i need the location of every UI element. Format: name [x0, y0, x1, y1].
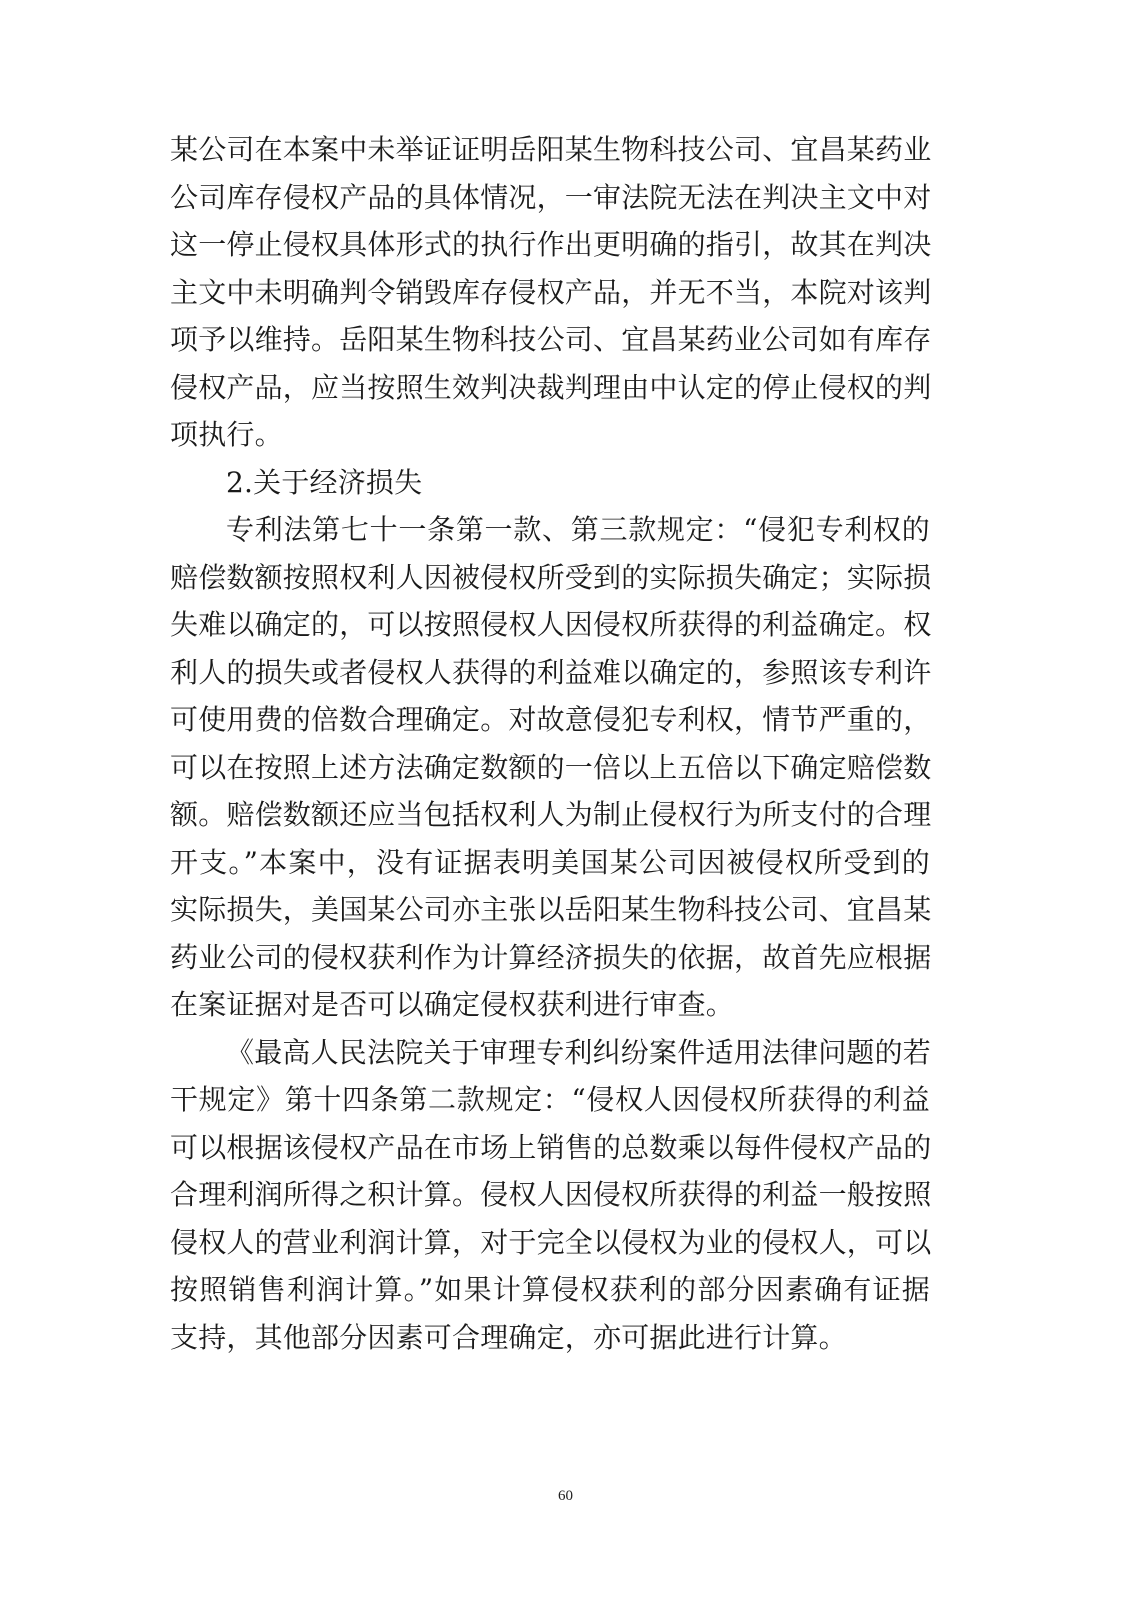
document-body	[170, 126, 930, 1361]
text-line: 这一停止侵权具体形式的执行作出更明确的指引，故其在判决	[170, 228, 932, 261]
text-line: 《最高人民法院关于审理专利纠纷案件适用法律问题的若	[226, 1035, 932, 1069]
text-line: 可以根据该侵权产品在市场上销售的总数乘以每件侵权产品的	[170, 1130, 932, 1164]
section-heading: 2.关于经济损失	[226, 465, 423, 499]
text-line: 赔偿数额按照权利人因被侵权所受到的实际损失确定；实际损	[170, 560, 932, 594]
text-line: 开支。”本案中，没有证据表明美国某公司因被侵权所受到的	[170, 845, 930, 879]
text-line: 额。赔偿数额还应当包括权利人为制止侵权行为所支付的合理	[170, 798, 932, 831]
text-line: 专利法第七十一条第一款、第三款规定：“侵犯专利权的	[226, 513, 930, 546]
text-line: 合理利润所得之积计算。侵权人因侵权所获得的利益一般按照	[170, 1178, 932, 1211]
text-line: 项执行。	[170, 418, 283, 451]
text-line: 支持，其他部分因素可合理确定，亦可据此进行计算。	[170, 1320, 847, 1354]
text-line: 在案证据对是否可以确定侵权获利进行审查。	[170, 988, 735, 1021]
text-line: 干规定》第十四条第二款规定：“侵权人因侵权所获得的利益	[170, 1083, 930, 1116]
text-line: 侵权产品，应当按照生效判决裁判理由中认定的停止侵权的判	[170, 370, 932, 404]
text-line: 按照销售利润计算。”如果计算侵权获利的部分因素确有证据	[170, 1273, 930, 1306]
text-line: 利人的损失或者侵权人获得的利益难以确定的，参照该专利许	[170, 655, 932, 689]
text-line: 项予以维持。岳阳某生物科技公司、宜昌某药业公司如有库存	[170, 323, 932, 356]
text-line: 公司库存侵权产品的具体情况，一审法院无法在判决主文中对	[170, 180, 932, 214]
text-line: 侵权人的营业利润计算，对于完全以侵权为业的侵权人，可以	[170, 1225, 932, 1259]
text-line: 失难以确定的，可以按照侵权人因侵权所获得的利益确定。权	[170, 608, 932, 641]
text-line: 主文中未明确判令销毁库存侵权产品，并无不当，本院对该判	[170, 275, 932, 309]
text-line: 某公司在本案中未举证证明岳阳某生物科技公司、宜昌某药业	[170, 133, 932, 166]
page-number: 60	[558, 1488, 573, 1504]
text-line: 可使用费的倍数合理确定。对故意侵犯专利权，情节严重的，	[170, 703, 932, 736]
text-line: 可以在按照上述方法确定数额的一倍以上五倍以下确定赔偿数	[170, 750, 932, 784]
text-line: 药业公司的侵权获利作为计算经济损失的依据，故首先应根据	[170, 940, 932, 974]
text-line: 实际损失，美国某公司亦主张以岳阳某生物科技公司、宜昌某	[170, 893, 932, 926]
